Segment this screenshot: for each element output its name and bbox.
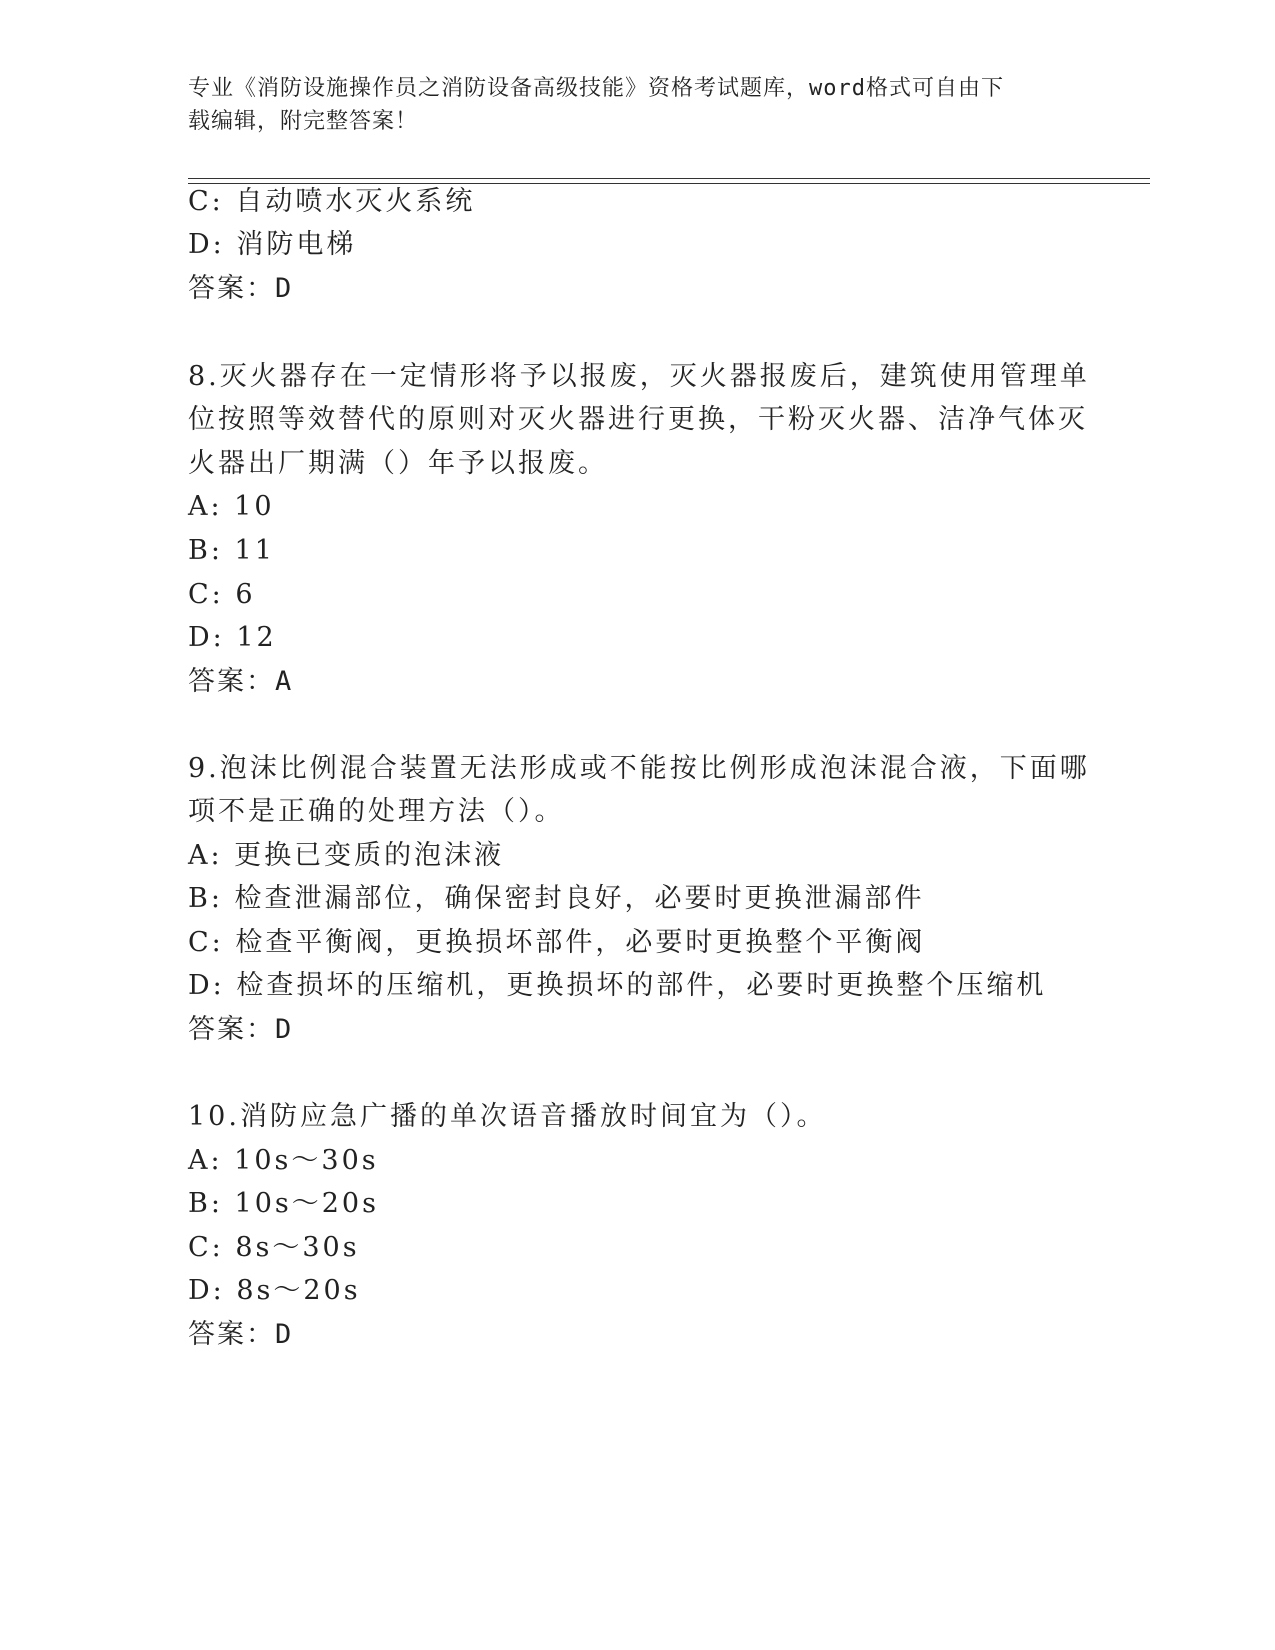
q10-stem-line-1: 10.消防应急广播的单次语音播放时间宜为（）。 <box>188 1101 827 1132</box>
q7-answer <box>188 271 293 307</box>
answer-value: A <box>275 666 294 697</box>
q8-option-b: B: 11 <box>188 535 275 566</box>
q8-option-a: A: 10 <box>188 491 275 522</box>
q7-option-d: D: 消防电梯 <box>188 229 357 260</box>
q9-answer <box>188 1012 293 1048</box>
q10-option-b: B: 10s～20s <box>188 1188 379 1219</box>
q9-option-d: D: 检查损坏的压缩机，更换损坏的部件，必要时更换整个压缩机 <box>188 970 1047 1001</box>
q7-option-c: C: 自动喷水灭火系统 <box>188 186 476 217</box>
answer-value: D <box>275 1319 294 1350</box>
header-rule-top <box>188 178 1150 179</box>
q9-option-c: C: 检查平衡阀，更换损坏部件，必要时更换整个平衡阀 <box>188 927 926 958</box>
q10-option-a: A: 10s～30s <box>188 1145 379 1176</box>
q8-option-c: C: 6 <box>188 579 256 610</box>
answer-label: 答案： <box>188 1319 275 1350</box>
q8-stem-line-3: 火器出厂期满（）年予以报废。 <box>188 448 608 479</box>
q10-option-c: C: 8s～30s <box>188 1232 360 1263</box>
q8-option-d: D: 12 <box>188 622 277 653</box>
answer-value: D <box>275 1014 294 1045</box>
q9-option-a: A: 更换已变质的泡沫液 <box>188 840 505 871</box>
q9-option-b: B: 检查泄漏部位，确保密封良好，必要时更换泄漏部件 <box>188 883 925 914</box>
q10-answer <box>188 1317 293 1353</box>
answer-label: 答案： <box>188 666 275 697</box>
q9-stem-line-2: 项不是正确的处理方法（）。 <box>188 796 565 827</box>
q8-answer <box>188 664 293 700</box>
q8-stem-line-1: 8.灭火器存在一定情形将予以报废，灭火器报废后，建筑使用管理单 <box>188 361 1090 392</box>
header-line-2: 载编辑，附完整答案！ <box>188 109 419 134</box>
q8-stem-line-2: 位按照等效替代的原则对灭火器进行更换，干粉灭火器、洁净气体灭 <box>188 404 1088 435</box>
header-line-1: 专业《消防设施操作员之消防设备高级技能》资格考试题库，word格式可自由下 <box>188 76 1004 101</box>
page-header <box>188 72 1068 138</box>
answer-label: 答案： <box>188 273 275 304</box>
answer-label: 答案： <box>188 1014 275 1045</box>
answer-value: D <box>275 273 294 304</box>
q9-stem-line-1: 9.泡沫比例混合装置无法形成或不能按比例形成泡沫混合液，下面哪 <box>188 753 1090 784</box>
q10-option-d: D: 8s～20s <box>188 1275 361 1306</box>
